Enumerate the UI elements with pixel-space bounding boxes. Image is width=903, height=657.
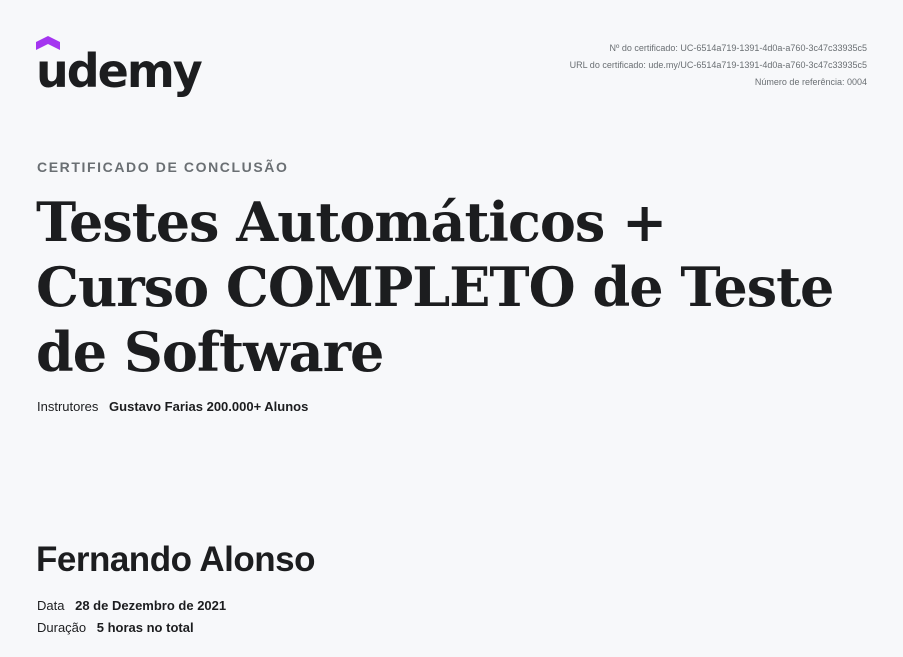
certificate-number: Nº do certificado: UC-6514a719-1391-4d0a-a760-3c47c33935c5 <box>609 43 867 53</box>
instructors-line <box>37 399 308 414</box>
certificate-kicker: CERTIFICADO DE CONCLUSÃO <box>37 159 289 175</box>
date-value: 28 de Dezembro de 2021 <box>75 598 227 613</box>
udemy-logo-wordmark: udemy <box>36 44 201 98</box>
certificate-url: URL do certificado: ude.my/UC-6514a719-1391-4d0a-a760-3c47c33935c5 <box>569 60 867 70</box>
instructors-value: Gustavo Farias 200.000+ Alunos <box>109 399 309 414</box>
reference-number: Número de referência: 0004 <box>754 77 867 87</box>
date-line <box>37 598 226 613</box>
duration-line <box>37 620 194 635</box>
course-title: Testes Automáticos + Curso COMPLETO de Teste de Software <box>36 190 834 384</box>
student-name: Fernando Alonso <box>36 540 315 579</box>
duration-value: 5 horas no total <box>96 620 194 635</box>
duration-label: Duração <box>37 620 87 635</box>
udemy-logo <box>36 36 201 98</box>
instructors-label: Instrutores <box>37 399 99 414</box>
certificate-meta <box>570 40 867 91</box>
date-label: Data <box>37 598 65 613</box>
